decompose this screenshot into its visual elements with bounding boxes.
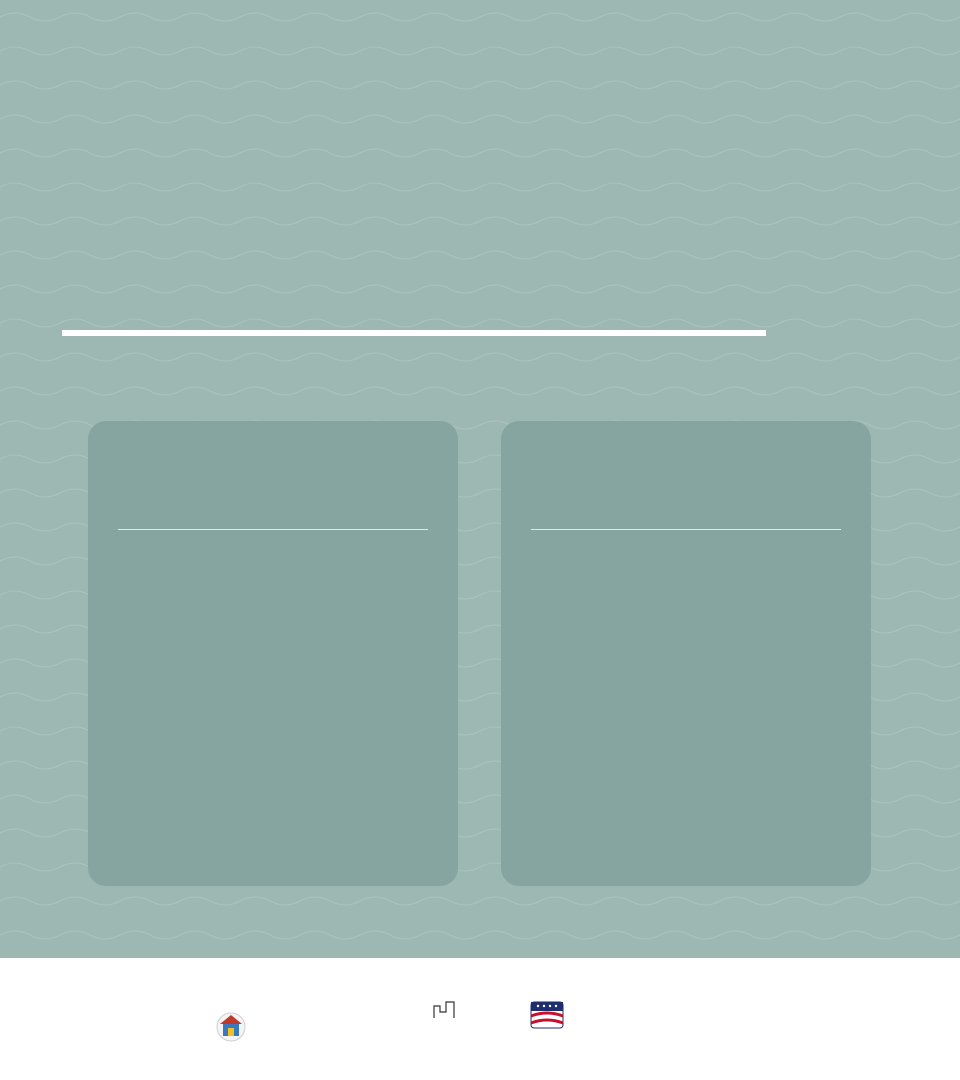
reacting-card bbox=[88, 421, 458, 886]
eea-icon bbox=[432, 1000, 458, 1020]
card-divider bbox=[118, 529, 428, 530]
szkola-polska-emblem bbox=[216, 1010, 246, 1044]
bullet-list bbox=[117, 568, 440, 580]
bullet-list bbox=[530, 568, 853, 580]
card-divider bbox=[531, 529, 841, 530]
pafw-flag-icon bbox=[529, 1000, 565, 1030]
szkola-z-klasa-logo bbox=[50, 1006, 150, 1052]
footer-logos bbox=[0, 958, 960, 1080]
rozmawiaj-z-klasa-logo bbox=[716, 991, 876, 1031]
community-card bbox=[501, 421, 871, 886]
title-divider bbox=[62, 330, 766, 336]
